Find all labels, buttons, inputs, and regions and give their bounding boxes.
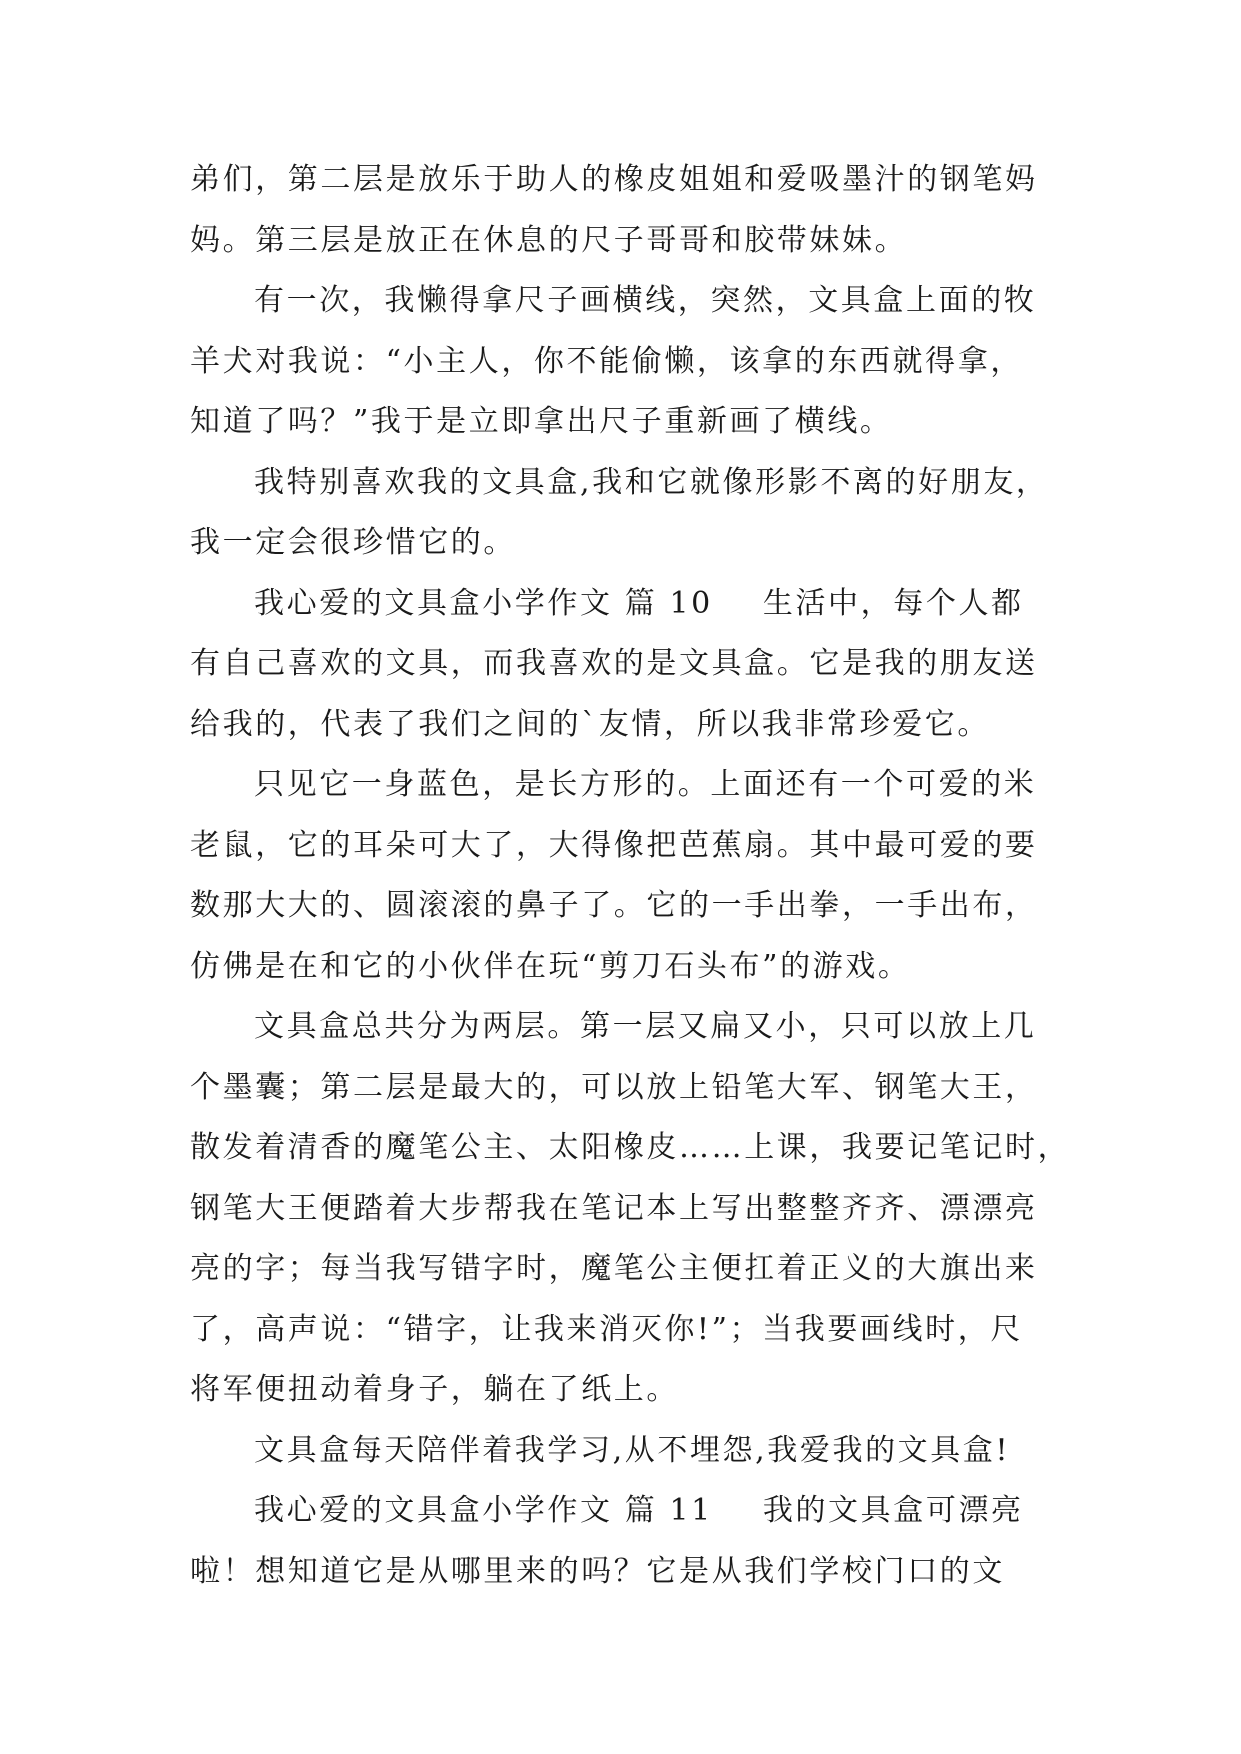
text-line: 文具盒每天陪伴着我学习,从不埋怨,我爱我的文具盒! xyxy=(254,1432,1011,1468)
text-line: 弟们，第二层是放乐于助人的橡皮姐姐和爱吸墨汁的钢笔妈 xyxy=(190,162,1038,197)
text-line: 散发着清香的魔笔公主、太阳橡皮……上课，我要记笔记时， xyxy=(190,1130,1071,1165)
text-line: 仿佛是在和它的小伙伴在玩“剪刀石头布”的游戏。 xyxy=(190,948,911,984)
text-line: 文具盒总共分为两层。第一层又扁又小，只可以放上几 xyxy=(254,1009,1037,1044)
text-line: 啦！想知道它是从哪里来的吗？它是从我们学校门口的文 xyxy=(190,1553,1005,1589)
text-line: 知道了吗？”我于是立即拿出尺子重新画了横线。 xyxy=(190,404,893,439)
text-run: 生活中，每个人都 xyxy=(762,585,1024,621)
text-run: 我的文具盒可漂亮 xyxy=(762,1493,1024,1528)
section-heading-line xyxy=(190,574,1060,635)
section-heading: 我心爱的文具盒小学作文 篇 11 xyxy=(254,1493,713,1528)
section-heading: 我心爱的文具盒小学作文 篇 10 xyxy=(254,585,713,621)
text-line: 个墨囊；第二层是最大的，可以放上铅笔大军、钢笔大王， xyxy=(190,1069,1038,1105)
text-line: 我一定会很珍惜它的。 xyxy=(190,525,516,560)
text-line: 给我的，代表了我们之间的`友情，所以我非常珍爱它。 xyxy=(190,706,990,742)
section-heading-line xyxy=(190,1481,1060,1542)
text-line: 我特别喜欢我的文具盒,我和它就像形影不离的好朋友， xyxy=(254,464,1049,500)
text-line: 有一次，我懒得拿尺子画横线，突然，文具盒上面的牧 xyxy=(254,283,1037,318)
text-line: 亮的字；每当我写错字时，魔笔公主便扛着正义的大旗出来 xyxy=(190,1251,1038,1286)
text-line: 钢笔大王便踏着大步帮我在笔记本上写出整整齐齐、漂漂亮 xyxy=(190,1190,1038,1226)
document-body xyxy=(190,150,1071,1602)
text-line: 有自己喜欢的文具，而我喜欢的是文具盒。它是我的朋友送 xyxy=(190,646,1038,681)
text-line: 数那大大的、圆滚滚的鼻子了。它的一手出拳，一手出布， xyxy=(190,888,1038,923)
text-line: 将军便扭动着身子，躺在了纸上。 xyxy=(190,1372,679,1407)
text-line: 妈。第三层是放正在休息的尺子哥哥和胶带妹妹。 xyxy=(190,222,908,258)
text-line: 羊犬对我说：“小主人，你不能偷懒，该拿的东西就得拿， xyxy=(190,343,1023,379)
text-line: 了，高声说：“错字，让我来消灭你!”；当我要画线时，尺 xyxy=(190,1311,1023,1347)
text-line: 老鼠，它的耳朵可大了，大得像把芭蕉扇。其中最可爱的要 xyxy=(190,827,1038,863)
text-line: 只见它一身蓝色，是长方形的。上面还有一个可爱的米 xyxy=(254,767,1037,802)
